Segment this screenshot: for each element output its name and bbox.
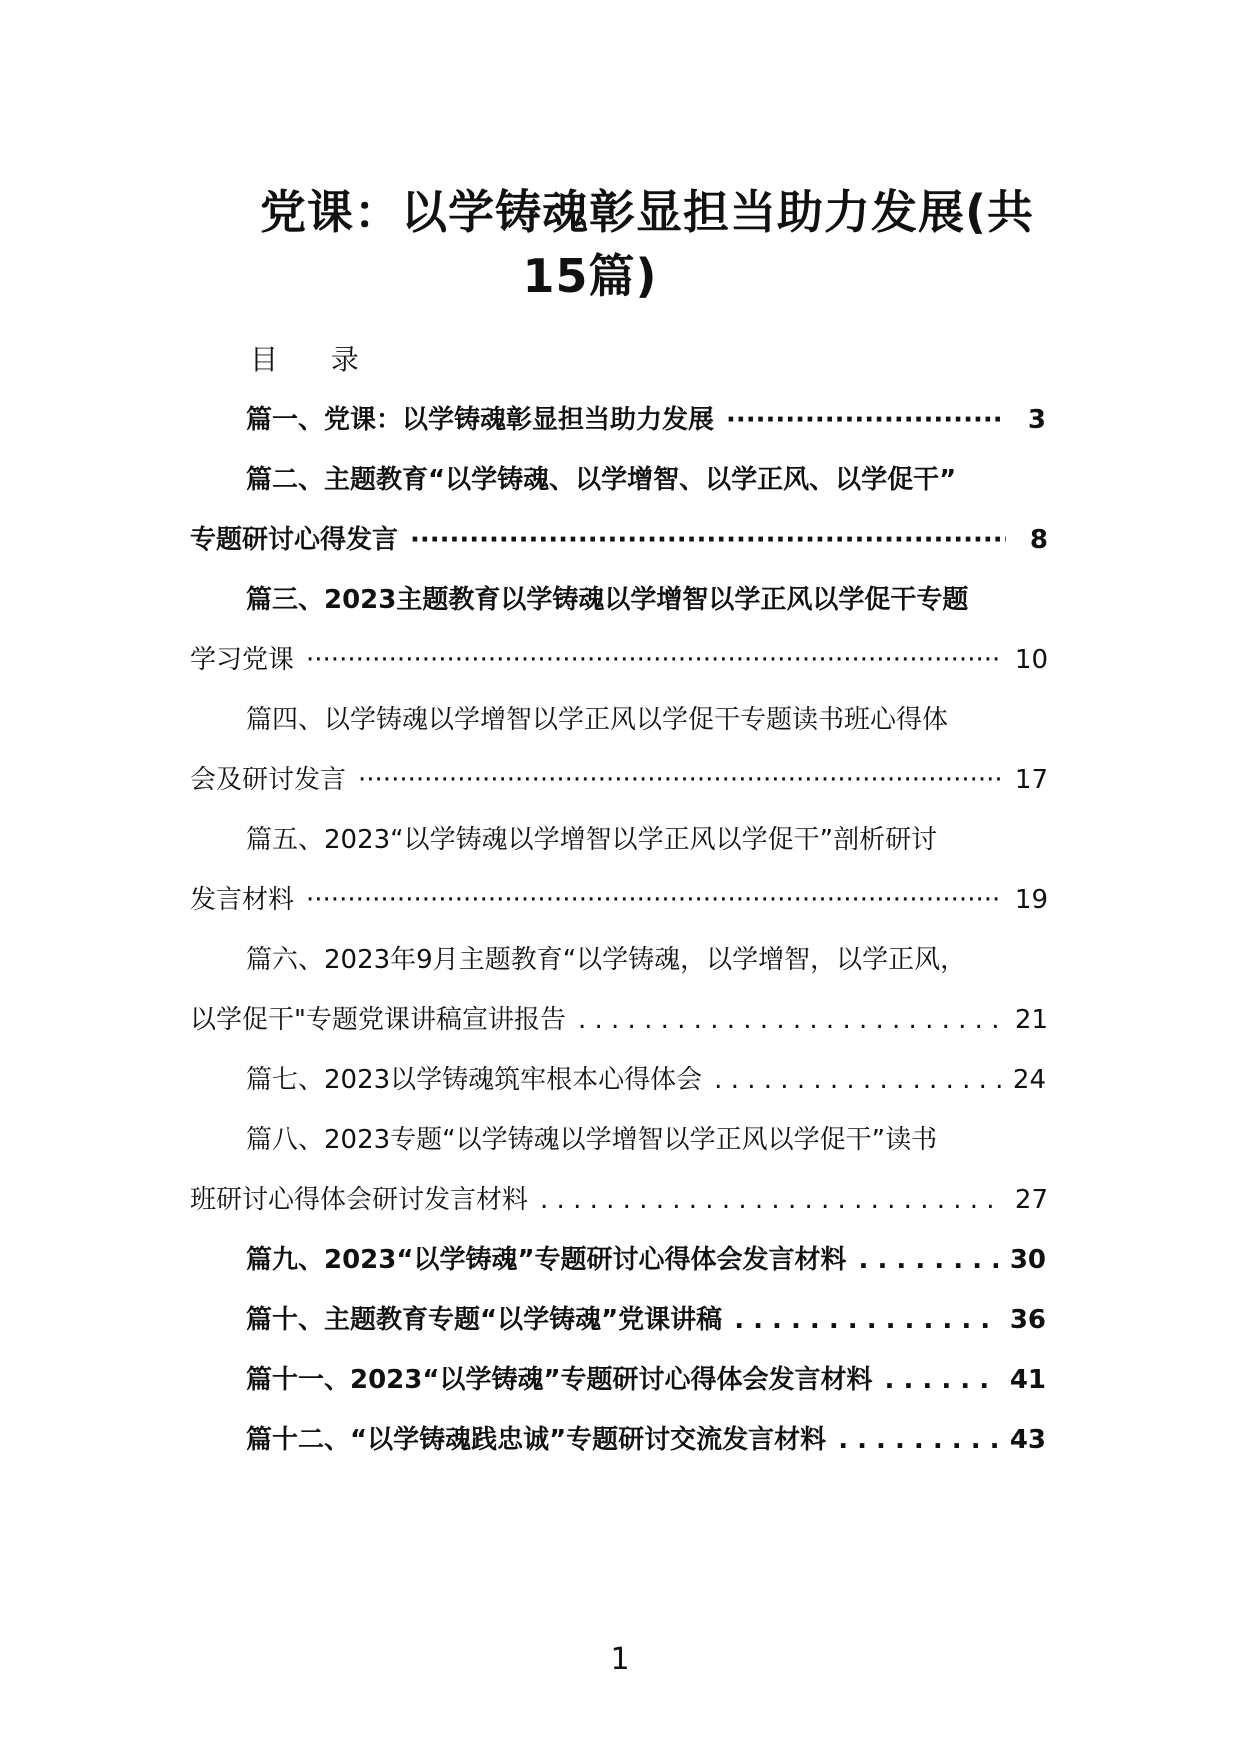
toc-entry-6-cont[interactable] xyxy=(190,1000,1048,1040)
toc-entry-title: 班研讨心得体会研讨发言材料 xyxy=(190,1185,529,1215)
toc-entry-title: 篇十一、2023“以学铸魂”专题研讨心得体会发言材料 xyxy=(246,1365,873,1395)
toc-entry-page: 21 xyxy=(1014,1005,1048,1035)
toc-entry-title: 篇八、2023专题“以学铸魂以学增智以学正风以学促干”读书 xyxy=(246,1125,938,1155)
toc-entry-title: 篇九、2023“以学铸魂”专题研讨心得体会发言材料 xyxy=(246,1245,847,1275)
toc-entry-8-cont[interactable] xyxy=(190,1180,1048,1220)
toc-entry-title: 会及研讨发言 xyxy=(190,765,347,795)
toc-entry-page: 41 xyxy=(1009,1365,1046,1395)
toc-entry-title: 专题研讨心得发言 xyxy=(190,525,399,555)
toc-entry-8[interactable] xyxy=(246,1120,1046,1160)
toc-entry-page: 10 xyxy=(1014,645,1048,675)
dot-leader xyxy=(410,520,1006,560)
toc-entry-title: 学习党课 xyxy=(190,645,295,675)
toc-entry-9[interactable] xyxy=(246,1240,1046,1280)
toc-entry-page: 43 xyxy=(1009,1425,1046,1455)
toc-entry-3-cont[interactable] xyxy=(190,640,1048,680)
dot-leader xyxy=(838,1420,998,1460)
toc-entry-5[interactable] xyxy=(246,820,1046,860)
toc-entry-page: 36 xyxy=(1009,1305,1046,1335)
toc-entry-title: 篇五、2023“以学铸魂以学增智以学正风以学促干”剖析研讨 xyxy=(246,825,938,855)
dot-leader xyxy=(885,1360,998,1400)
dot-leader xyxy=(306,640,1003,680)
toc-entry-title: 篇十二、“以学铸魂践忠诚”专题研讨交流发言材料 xyxy=(246,1425,827,1455)
toc-entry-3[interactable] xyxy=(246,580,1046,620)
toc-entry-title: 篇四、以学铸魂以学增智以学正风以学促干专题读书班心得体 xyxy=(246,705,949,735)
toc-entry-title: 篇一、党课：以学铸魂彰显担当助力发展 xyxy=(246,405,715,435)
toc-entry-11[interactable] xyxy=(246,1360,1046,1400)
toc-entry-4[interactable] xyxy=(246,700,1046,740)
toc-entry-title: 篇七、2023以学铸魂筑牢根本心得体会 xyxy=(246,1065,703,1095)
toc-heading: 目 录 xyxy=(250,343,381,376)
toc-entry-page: 27 xyxy=(1014,1185,1048,1215)
dot-leader xyxy=(358,760,1003,800)
toc-entry-page: 17 xyxy=(1014,765,1048,795)
toc-entry-title: 以学促干"专题党课讲稿宣讲报告 xyxy=(190,1005,566,1035)
toc-entry-6[interactable] xyxy=(246,940,1046,980)
toc-entry-5-cont[interactable] xyxy=(190,880,1048,920)
dot-leader xyxy=(859,1240,998,1280)
dot-leader xyxy=(726,400,1004,440)
dot-leader xyxy=(540,1180,1003,1220)
toc-entry-page: 30 xyxy=(1009,1245,1046,1275)
dot-leader xyxy=(734,1300,998,1340)
toc-entry-title: 发言材料 xyxy=(190,885,295,915)
toc-entry-page: 24 xyxy=(1012,1065,1046,1095)
dot-leader xyxy=(578,1000,1003,1040)
toc-entry-title: 篇六、2023年9月主题教育“以学铸魂，以学增智，以学正风， xyxy=(246,945,967,975)
toc-entry-page: 19 xyxy=(1014,885,1048,915)
toc-entry-2[interactable] xyxy=(246,460,1046,500)
toc-entry-12[interactable] xyxy=(246,1420,1046,1460)
toc-entry-title: 篇十、主题教育专题“以学铸魂”党课讲稿 xyxy=(246,1305,723,1335)
toc-entry-10[interactable] xyxy=(246,1300,1046,1340)
title-line-2: 15篇) xyxy=(522,249,658,303)
toc-entry-page: 3 xyxy=(1027,405,1046,435)
toc-entry-2-cont[interactable] xyxy=(190,520,1048,560)
toc-entry-1[interactable] xyxy=(246,400,1046,440)
dot-leader xyxy=(306,880,1003,920)
toc-entry-7[interactable] xyxy=(246,1060,1046,1100)
toc-entry-4-cont[interactable] xyxy=(190,760,1048,800)
toc-entry-title: 篇三、2023主题教育以学铸魂以学增智以学正风以学促干专题 xyxy=(246,585,969,615)
dot-leader xyxy=(714,1060,1001,1100)
toc-entry-page: 8 xyxy=(1029,525,1048,555)
title-line-1: 党课：以学铸魂彰显担当助力发展(共 xyxy=(259,185,1034,239)
document-title xyxy=(180,180,1060,308)
page-number: 1 xyxy=(610,1642,630,1677)
toc-entry-title: 篇二、主题教育“以学铸魂、以学增智、以学正风、以学促干” xyxy=(246,465,957,495)
